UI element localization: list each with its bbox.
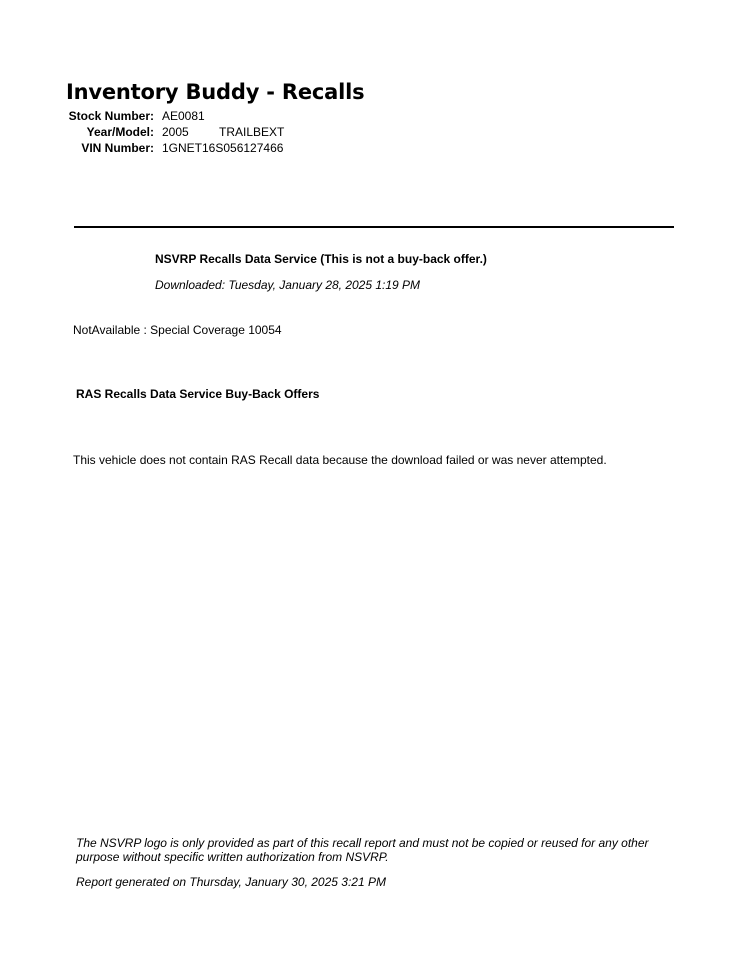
- model-value: TRAILBEXT: [219, 125, 285, 139]
- logo-disclaimer: The NSVRP logo is only provided as part of this recall report and must not be copied or reused for any other purpose without specific written authorization from NSVRP.: [76, 836, 649, 864]
- ras-heading: RAS Recalls Data Service Buy-Back Offers: [76, 387, 320, 401]
- vin-number-value: 1GNET16S056127466: [162, 141, 284, 155]
- stock-number-value: AE0081: [162, 109, 205, 123]
- special-coverage-line: NotAvailable : Special Coverage 10054: [73, 323, 282, 337]
- vehicle-info: [66, 108, 284, 156]
- year-model-row: [66, 124, 284, 140]
- nsvrp-downloaded-timestamp: Downloaded: Tuesday, January 28, 2025 1:19 PM: [155, 278, 421, 292]
- ras-status-message: This vehicle does not contain RAS Recall data because the download failed or was never attempted.: [73, 453, 607, 467]
- year-value: 2005: [162, 125, 189, 139]
- vin-number-row: [66, 140, 284, 156]
- report-generated-timestamp: Report generated on Thursday, January 30, 2025 3:21 PM: [76, 875, 386, 889]
- section-divider: [74, 226, 674, 228]
- report-title: Inventory Buddy - Recalls: [66, 80, 365, 104]
- vin-number-label: VIN Number:: [81, 141, 154, 155]
- stock-number-label: Stock Number:: [68, 109, 154, 123]
- stock-number-row: [66, 108, 284, 124]
- year-model-label: Year/Model:: [86, 125, 154, 139]
- nsvrp-heading: NSVRP Recalls Data Service (This is not a buy-back offer.): [155, 252, 487, 266]
